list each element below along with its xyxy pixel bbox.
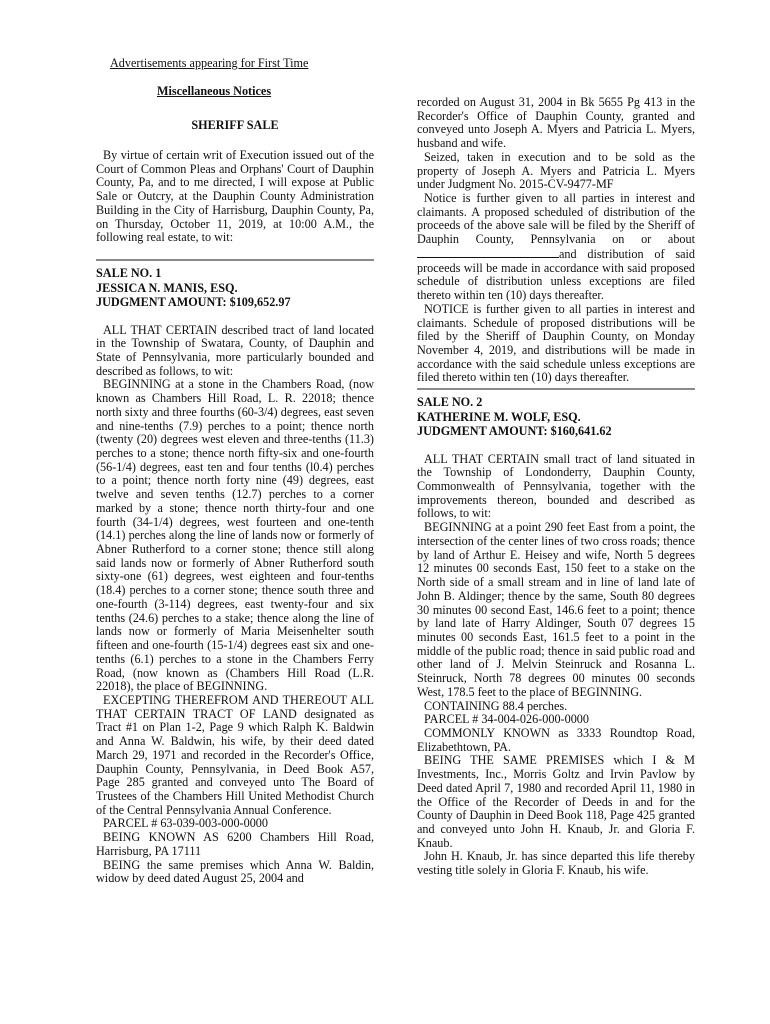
- sale-2-boundary-description: BEGINNING at a point 290 feet East from a point, the intersection of the center lines of two cross roads; thence by land of Arthur E. Heisey and wife, North 5 degrees 12 minutes 00 seconds East, 150 feet to a stake on the North side of a small stream and in line of land late of John B. Aldinger; thence by the same, South 80 degrees 30 minutes 00 second East, 146.6 feet to a point; thence by land late of Harry Aldinger, South 07 degrees 15 minutes 00 seconds East, 161.5 feet to a point in the middle of the public road; thence in said public road and other land of J. Melvin Steinruck and Rosanna L. Steinruck, North 78 degrees 00 minutes 00 seconds West, 178.5 feet to the place of BEGINNING.: [417, 520, 695, 699]
- sale-2-attorney: KATHERINE M. WOLF, ESQ.: [417, 409, 581, 424]
- sale-1-seizure: Seized, taken in execution and to be sold as the property of Joseph A. Myers and Patricia L. Myers under Judgment No. 2015-CV-9477-MF: [417, 149, 695, 192]
- sale-1-deed-history: BEING the same premises which Anna W. Baldin, widow by deed dated August 25, 2004 and: [96, 857, 374, 886]
- notice-text-end: and distribution of said proceeds will be made in accordance with said proposed schedule of distribution unless exceptions are filed thereto within ten (10) days thereafter.: [417, 246, 695, 303]
- sale-2-divider: [417, 388, 695, 390]
- intro-paragraph: By virtue of certain writ of Execution issued out of the Court of Common Pleas and Orphans' Court of Dauphin County, Pa, and to me directed, I will expose at Public Sale or Outcry, at the Dauphin County Administration Building in the City of Harrisburg, Dauphin County, Pa, on Thursday, October 11, 2019, at 10:00 A.M., the following real estate, to wit:: [96, 148, 374, 245]
- sale-1-exception: EXCEPTING THEREFROM AND THEREOUT ALL THAT CERTAIN TRACT OF LAND designated as Tract #1 on Plan 1-2, Page 9 which Ralph K. Baldwin and Anna W. Baldwin, his wife, by their deed dated March 29, 1971 and recorded in the Recorder's Office, Dauphin County, Pennsylvania, in Deed Book A57, Page 285 granted and conveyed unto The Board of Trustees of the Chambers Hill United Methodist Church of the Central Pennsylvania Annual Conference.: [96, 692, 374, 817]
- sale-1-divider: [96, 259, 374, 261]
- sale-1-recording-continued: recorded on August 31, 2004 in Bk 5655 Pg 413 in the Recorder's Office of Dauphin County, granted and conveyed unto Joseph A. Myers and Patricia L. Myers, husband and wife.: [417, 95, 695, 151]
- notice-text-start: Notice is further given to all parties in interest and claimants. A proposed scheduled of distribution of the proceeds of the above sale will be filed by the Sheriff of Dauphin County, Pennsylvania on or about: [417, 191, 695, 247]
- sale-1-address: BEING KNOWN AS 6200 Chambers Hill Road, Harrisburg, PA 17111: [96, 830, 374, 858]
- sale-2-deed-history: BEING THE SAME PREMISES which I & M Investments, Inc., Morris Goltz and Irvin Pavlow by Deed dated April 7, 1980 and recorded April 11, 1980 in the Office of the Recorder of Deeds in and for the County of Dauphin in Deed Book 118, Page 425 granted and conveyed unto John H. Knaub, Jr. and Gloria F. Knaub.: [417, 753, 695, 850]
- sale-1-number: SALE NO. 1: [96, 266, 162, 281]
- page-heading: Advertisements appearing for First Time: [110, 56, 309, 70]
- right-column: [417, 96, 695, 878]
- sheriff-sale-title: SHERIFF SALE: [191, 118, 279, 132]
- date-blank-line: [417, 247, 559, 258]
- sale-2-area: CONTAINING 88.4 perches.: [424, 698, 568, 713]
- sale-1-tract-description: ALL THAT CERTAIN described tract of land located in the Township of Swatara, County, of Dauphin and State of Pennsylvania, more particularly bounded and described as follows, to wit:: [96, 322, 374, 378]
- sale-1-attorney: JESSICA N. MANIS, ESQ.: [96, 280, 238, 295]
- sale-2-parcel: PARCEL # 34-004-026-000-0000: [424, 712, 589, 727]
- sale-1-boundary-description: BEGINNING at a stone in the Chambers Road, (now known as Chambers Hill Road, L. R. 22018; thence north sixty and three fourths (60-3/4) degrees, east seven and nine-tenths (7.9) perches to a point; thence north (twenty (20) degrees west eleven and three-tenths (11.3) perches to a stone; thence north fifty-six and one-fourth (56-1/4) degrees, east ten and four tenths (l0.4) perches to a point; thence north forty nine (49) degrees, east twelve and seven tenths (12.7) perches to a corner marked by a stone; thence north thirty-four and one fourth (34-1/4) degrees, west fourteen and one-tenth (14.1) perches along the line of lands now or formerly of Abner Rutherford to a corner stone; thence still along said lands now or formerly of Abner Rutherford south sixty-one (61) degrees, west eighteen and four-tenths (18.4) perches to a corner stone; thence south three and one-fourth (3-114) degrees, east twenty-four and six tenths (24.6) perches to a stake; thence along the line of lands now or formerly of Maria Meisenhelter south fifteen and one-fourth (15-1/4) degrees east six and one-tenths (6.1) perches to a stone in the Chambers Ferry Road, (now known as (Chambers Hill Road (L.R. 22018), the place of BEGINNING.: [96, 377, 374, 694]
- sale-2-address: COMMONLY KNOWN as 3333 Roundtop Road, Elizabethtown, PA.: [417, 725, 695, 754]
- sale-2-title-vesting: John H. Knaub, Jr. has since departed this life thereby vesting title solely in Gloria F. Knaub, his wife.: [417, 849, 695, 878]
- sale-1-parcel: PARCEL # 63-039-003-000-0000: [103, 816, 268, 831]
- sale-1-schedule-notice: NOTICE is further given to all parties in interest and claimants. Schedule of proposed distributions will be filed by the Sheriff of Dauphin County, on Monday November 4, 2019, and distributions will be made in accordance with the said schedule unless exceptions are filed thereto within ten (10) days thereafter.: [417, 301, 695, 385]
- sale-2-tract-description: ALL THAT CERTAIN small tract of land situated in the Township of Londonderry, Dauphin County, Commonwealth of Pennsylvania, together with the improvements thereon, bounded and described as follows, to wit:: [417, 451, 695, 521]
- sale-1-distribution-notice: [417, 192, 695, 303]
- sale-2-number: SALE NO. 2: [417, 395, 483, 410]
- sale-2-header: [417, 395, 695, 439]
- left-column: [96, 118, 374, 886]
- section-heading: Miscellaneous Notices: [157, 84, 272, 98]
- sale-1-header: [96, 266, 374, 310]
- sale-2-judgment: JUDGMENT AMOUNT: $160,641.62: [417, 424, 612, 439]
- sale-1-judgment: JUDGMENT AMOUNT: $109,652.97: [96, 295, 291, 310]
